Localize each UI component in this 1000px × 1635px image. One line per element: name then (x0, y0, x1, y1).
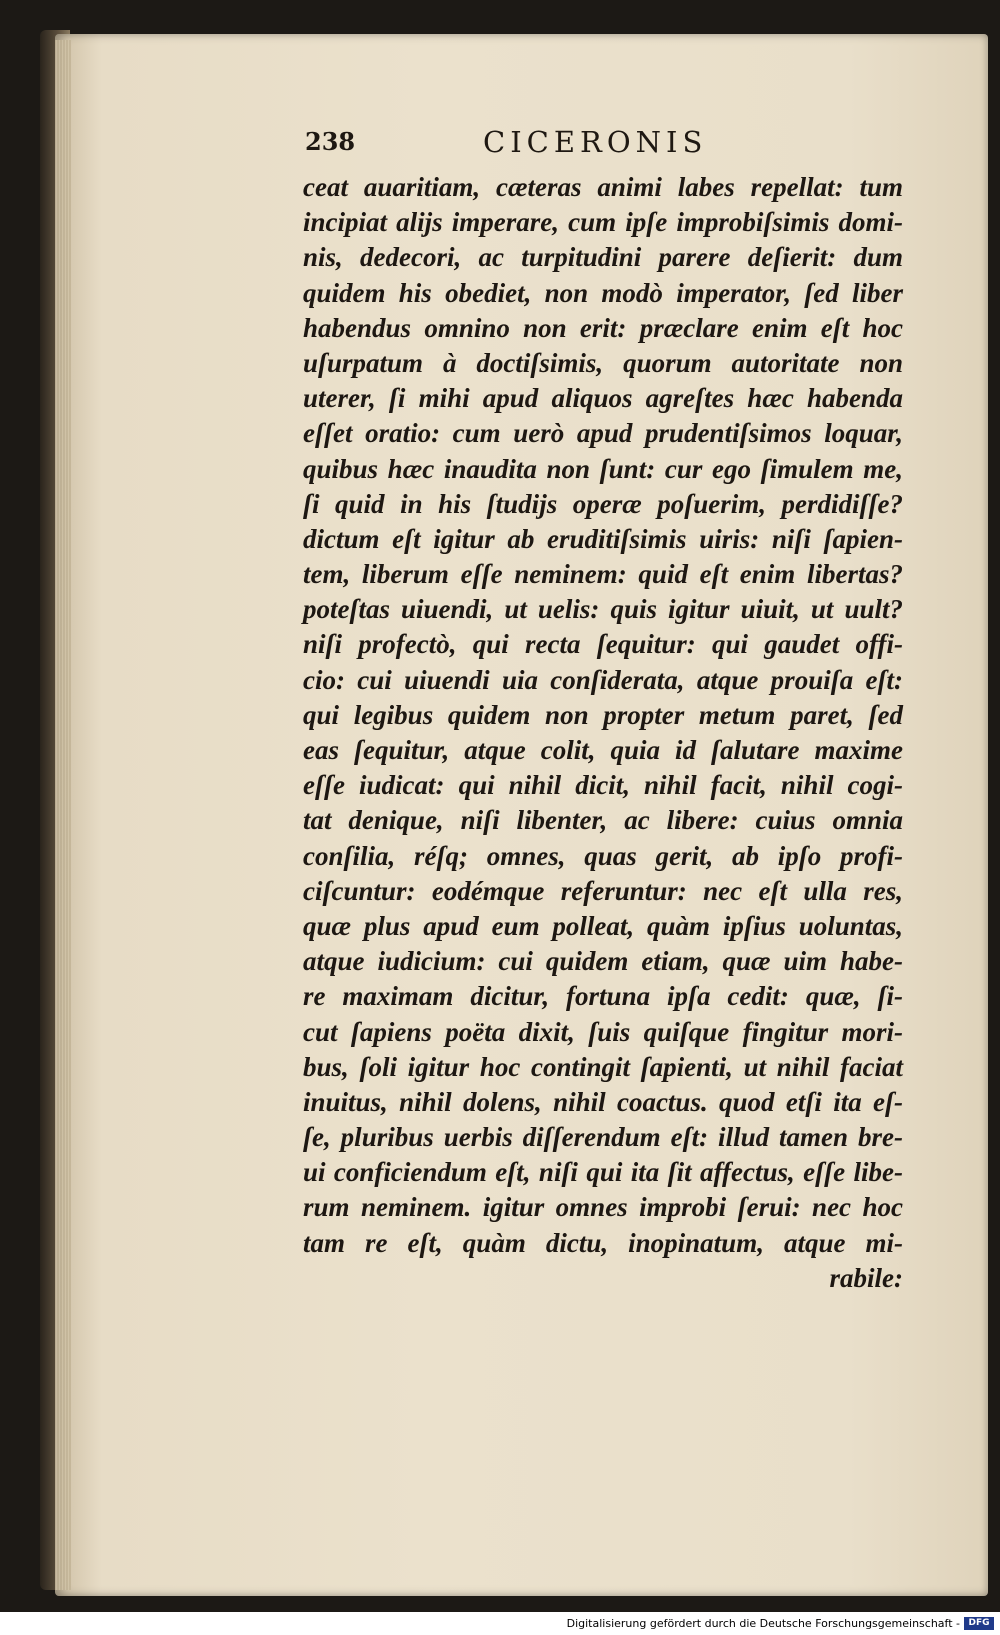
catchword-line: rabile: (829, 1262, 903, 1293)
text-line: quidem his obediet, non modò imperator, ſed liber (303, 277, 903, 308)
page-number: 238 (305, 127, 356, 156)
text-line: poteſtas uiuendi, ut uelis: quis igitur uiuit, ut uult? (303, 594, 903, 625)
text-line: tat denique, niſi libenter, ac libere: cuius omnia (303, 805, 903, 836)
text-line: eſſe iudicat: qui nihil dicit, nihil facit, nihil cogi- (303, 770, 903, 801)
text-line: ſe, pluribus uerbis diſſerendum eſt: illud tamen bre- (303, 1122, 903, 1153)
text-line: incipiat alijs imperare, cum ipſe improbiſsimis domi- (303, 207, 903, 238)
text-line: niſi profectò, qui recta ſequitur: qui gaudet offi- (303, 629, 903, 660)
text-line: ceat auaritiam, cæteras animi labes repellat: tum (303, 172, 903, 202)
dfg-logo-icon: DFG (964, 1617, 994, 1630)
text-line: eſſet oratio: cum uerò apud prudentiſsimos loquar, (303, 418, 903, 449)
text-line: nis, dedecori, ac turpitudini parere deſierit: dum (303, 242, 903, 273)
running-title: CICERONIS (483, 125, 708, 159)
funding-notice: Digitalisierung gefördert durch die Deutsche Forschungsgemeinschaft - (566, 1617, 960, 1630)
page-stack-edges (55, 40, 71, 1590)
text-line: habendus omnino non erit: præclare enim eſt hoc (303, 312, 903, 343)
text-line: atque iudicium: cui quidem etiam, quæ uim habe- (303, 946, 903, 977)
text-line: quæ plus apud eum polleat, quàm ipſius uoluntas, (303, 910, 903, 941)
text-line: qui legibus quidem non propter metum paret, ſed (303, 699, 903, 730)
text-line: uterer, ſi mihi apud aliquos agreſtes hæc habenda (303, 383, 903, 414)
running-head (305, 127, 765, 163)
text-line: quibus hæc inaudita non ſunt: cur ego ſimulem me, (303, 453, 903, 484)
footer-bar (0, 1612, 1000, 1635)
text-line: inuitus, nihil dolens, nihil coactus. quod etſi ita eſ- (303, 1086, 903, 1117)
body-text (303, 170, 903, 1296)
text-line: bus, ſoli igitur hoc contingit ſapienti, ut nihil faciat (303, 1051, 903, 1082)
text-line: ui conficiendum eſt, niſi qui ita ſit affectus, eſſe libe- (303, 1157, 903, 1188)
text-line: ſi quid in his ſtudijs operæ poſuerim, perdidiſſe? (303, 488, 903, 519)
text-line: cut ſapiens poëta dixit, ſuis quiſque fingitur mori- (303, 1016, 903, 1047)
text-line: tam re eſt, quàm dictu, inopinatum, atque mi- (303, 1227, 903, 1258)
text-line: uſurpatum à doctiſsimis, quorum autoritate non (303, 347, 903, 378)
text-line: rum neminem. igitur omnes improbi ſerui: nec hoc (303, 1192, 903, 1223)
text-line: conſilia, réſq; omnes, quas gerit, ab ipſo profi- (303, 840, 903, 871)
text-line: cio: cui uiuendi uia conſiderata, atque prouiſa eſt: (303, 664, 903, 695)
text-line: eas ſequitur, atque colit, quia id ſalutare maxime (303, 735, 903, 765)
text-line: tem, liberum eſſe neminem: quid eſt enim libertas? (303, 559, 903, 590)
text-line: ciſcuntur: eodémque referuntur: nec eſt ulla res, (303, 875, 903, 906)
text-line: re maximam dicitur, fortuna ipſa cedit: quæ, ſi- (303, 981, 903, 1012)
text-line: dictum eſt igitur ab eruditiſsimis uiris: niſi ſapien- (303, 523, 903, 554)
